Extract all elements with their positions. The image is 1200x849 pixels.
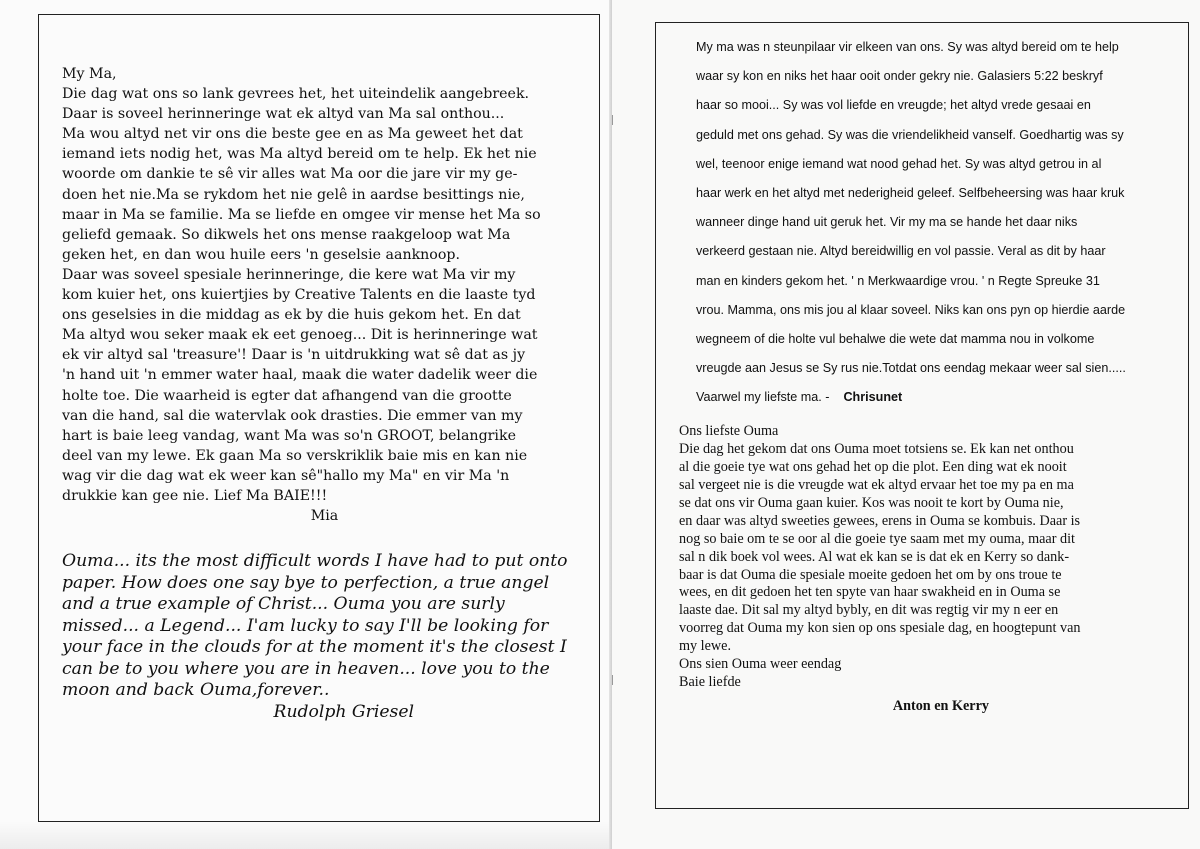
farewell-text: Vaarwel my liefste ma. - — [696, 390, 830, 405]
rudolph-tribute — [62, 551, 592, 723]
letter-line: Ons sien Ouma weer eendag — [679, 656, 842, 673]
typed-line: wegneem of die holte vul behalwe die wete dat mamma nou in volkome — [696, 331, 1095, 346]
tribute-line: paper. How does one say bye to perfection, a true angel — [62, 572, 550, 593]
chrisunet-letter — [696, 38, 1188, 417]
mia-letter-line: maar in Ma se familie. Ma se liefde en omgee vir mense het Ma so — [62, 206, 541, 223]
letter-line: laaste dae. Dit sal my altyd bybly, en dit was regtig vir my n eer en — [679, 602, 1059, 619]
tribute-line: your face in the clouds for at the moment it's the closest I — [62, 637, 567, 657]
mia-letter-line: 'n hand uit 'n emmer water haal, maak die water dadelik weer die — [62, 367, 538, 384]
typed-line: vrou. Mamma, ons mis jou al klaar soveel. Niks kan ons pyn op hierdie aarde — [696, 302, 1126, 317]
mia-letter-line: My Ma, — [62, 66, 117, 82]
letter-line: baar is dat Ouma die spesiale moeite gedoen het om by ons troue te — [679, 566, 1062, 583]
anton-kerry-letter — [679, 423, 1189, 716]
letter-line: nog so baie om te se oor al die goeie tye saam met my ouma, maar dit — [679, 530, 1075, 547]
mia-letter-line: drukkie kan gee nie. Lief Ma BAIE!!! — [62, 487, 328, 504]
typed-line: vreugde aan Jesus se Sy rus nie.Totdat ons eendag mekaar weer sal sien..... — [696, 361, 1126, 376]
letter-line: wees, en dit gedoen het ten spyte van haar swakheid en in Ouma se — [679, 584, 1061, 601]
typed-farewell-line — [696, 388, 1188, 417]
letter-line: sal n dik boek vol wees. Al wat ek kan se is dat ek en Kerry so dank- — [679, 548, 1070, 565]
mia-letter-line: wag vir die dag wat ek weer kan sê"hallo my Ma" en vir Ma 'n — [62, 467, 510, 484]
tribute-line: missed... a Legend... I'am lucky to say I'll be looking for — [62, 615, 549, 636]
mia-letter-line: doen het nie.Ma se rykdom het nie gelê in aardse besittings nie, — [62, 186, 525, 203]
typed-line: geduld met ons gehad. Sy was die vriendelikheid vanself. Goedhartig was sy — [696, 127, 1124, 142]
mia-letter-line: Daar was soveel spesiale herinneringe, die kere wat Ma vir my — [62, 266, 516, 283]
anton-kerry-signature: Anton en Kerry — [892, 698, 989, 715]
mia-letter-line: woorde om dankie te sê vir alles wat Ma oor die jare vir my ge- — [62, 166, 518, 183]
mia-letter-line: iemand iets nodig het, was Ma altyd bereid om te help. Ek het nie — [62, 146, 537, 163]
mia-letter-line: Die dag wat ons so lank gevrees het, het uiteindelik aangebreek. — [62, 86, 530, 103]
letter-line: en daar was altyd sweeties gewees, erens in Ouma se kombuis. Daar is — [679, 512, 1081, 529]
tribute-line: moon and back Ouma,forever.. — [62, 680, 330, 700]
scan-mark — [612, 115, 613, 125]
mia-letter-line: Ma wou altyd net vir ons die beste gee en as Ma geweet het dat — [62, 126, 523, 143]
tribute-line: Ouma... its the most difficult words I have had to put onto — [62, 551, 568, 571]
letter-line: my lewe. — [679, 638, 732, 655]
mia-letter-line: ons geselsies in die middag as ek by die huis gekom het. En dat — [62, 307, 521, 324]
tribute-line: can be to you where you are in heaven... love you to the — [62, 658, 550, 679]
mia-letter-line: Daar is soveel herinneringe wat ek altyd van Ma sal onthou... — [62, 106, 505, 123]
mia-letter-line: Ma altyd wou seker maak ek eet genoeg... Dit is herinneringe wat — [62, 327, 538, 344]
typed-line: wanneer dinge hand uit geruk het. Vir my ma se hande het daar niks — [696, 215, 1078, 230]
typed-line: haar so mooi... Sy was vol liefde en vreugde; het altyd vrede gesaai en — [696, 98, 1091, 113]
letter-line: sal vergeet nie is die vreugde wat ek altyd ervaar het toe my pa en ma — [679, 476, 1074, 493]
mia-signature: Mia — [310, 508, 339, 525]
typed-line: haar werk en het altyd met nederigheid geleef. Selfbeheersing was haar kruk — [696, 185, 1125, 200]
chrisunet-signature: Chrisunet — [843, 390, 903, 405]
typed-line: waar sy kon en niks het haar ooit onder gekry nie. Galasiers 5:22 beskryf — [696, 69, 1103, 84]
typed-line: man en kinders gekom het. ' n Merkwaardige vrou. ' n Regte Spreuke 31 — [696, 273, 1100, 288]
scan-shadow — [0, 821, 612, 849]
typed-line: verkeerd gestaan nie. Altyd bereidwillig en vol passie. Veral as dit by haar — [696, 244, 1106, 259]
mia-letter-line: ek vir altyd sal 'treasure'! Daar is 'n uitdrukking wat sê dat as jy — [62, 347, 526, 364]
typed-line: My ma was n steunpilaar vir elkeen van ons. Sy was altyd bereid om te help — [696, 40, 1119, 54]
letter-greeting: Ons liefste Ouma — [679, 423, 779, 439]
mia-letter-line: geken het, en dan wou huile eers 'n geselsie aanknoop. — [62, 246, 460, 263]
mia-letter — [62, 64, 587, 527]
mia-letter-line: kom kuier het, ons kuiertjies by Creative Talents en die laaste tyd — [62, 287, 536, 304]
scan-mark — [612, 675, 613, 685]
rudolph-signature: Rudolph Griesel — [273, 701, 414, 722]
mia-letter-line: holte toe. Die waarheid is egter dat afhangend van die grootte — [62, 387, 512, 404]
mia-letter-line: deel van my lewe. Ek gaan Ma so verskriklik baie mis en kan nie — [62, 447, 528, 464]
mia-letter-line: geliefd gemaak. So dikwels het ons mense raakgeloop wat Ma — [62, 226, 511, 243]
letter-line: Die dag het gekom dat ons Ouma moet totsiens se. Ek kan net onthou — [679, 440, 1074, 457]
mia-letter-line: hart is baie leeg vandag, want Ma was so'n GROOT, belangrike — [62, 427, 516, 444]
typed-line: wel, teenoor enige iemand wat nood gehad het. Sy was altyd getrou in al — [696, 156, 1102, 171]
letter-line: voorreg dat Ouma my kon sien op ons spesiale dag, en hoogtepunt van — [679, 620, 1081, 637]
tribute-line: and a true example of Christ... Ouma you are surly — [62, 594, 505, 614]
mia-letter-line: van die hand, sal die watervlak ook drasties. Die emmer van my — [62, 407, 523, 424]
letter-line: se dat ons vir Ouma gaan kuier. Kos was nooit te kort by Ouma nie, — [679, 494, 1064, 511]
letter-line: al die goeie tye wat ons gehad het op die plot. Een ding wat ek nooit — [679, 458, 1067, 475]
letter-line: Baie liefde — [679, 674, 741, 691]
